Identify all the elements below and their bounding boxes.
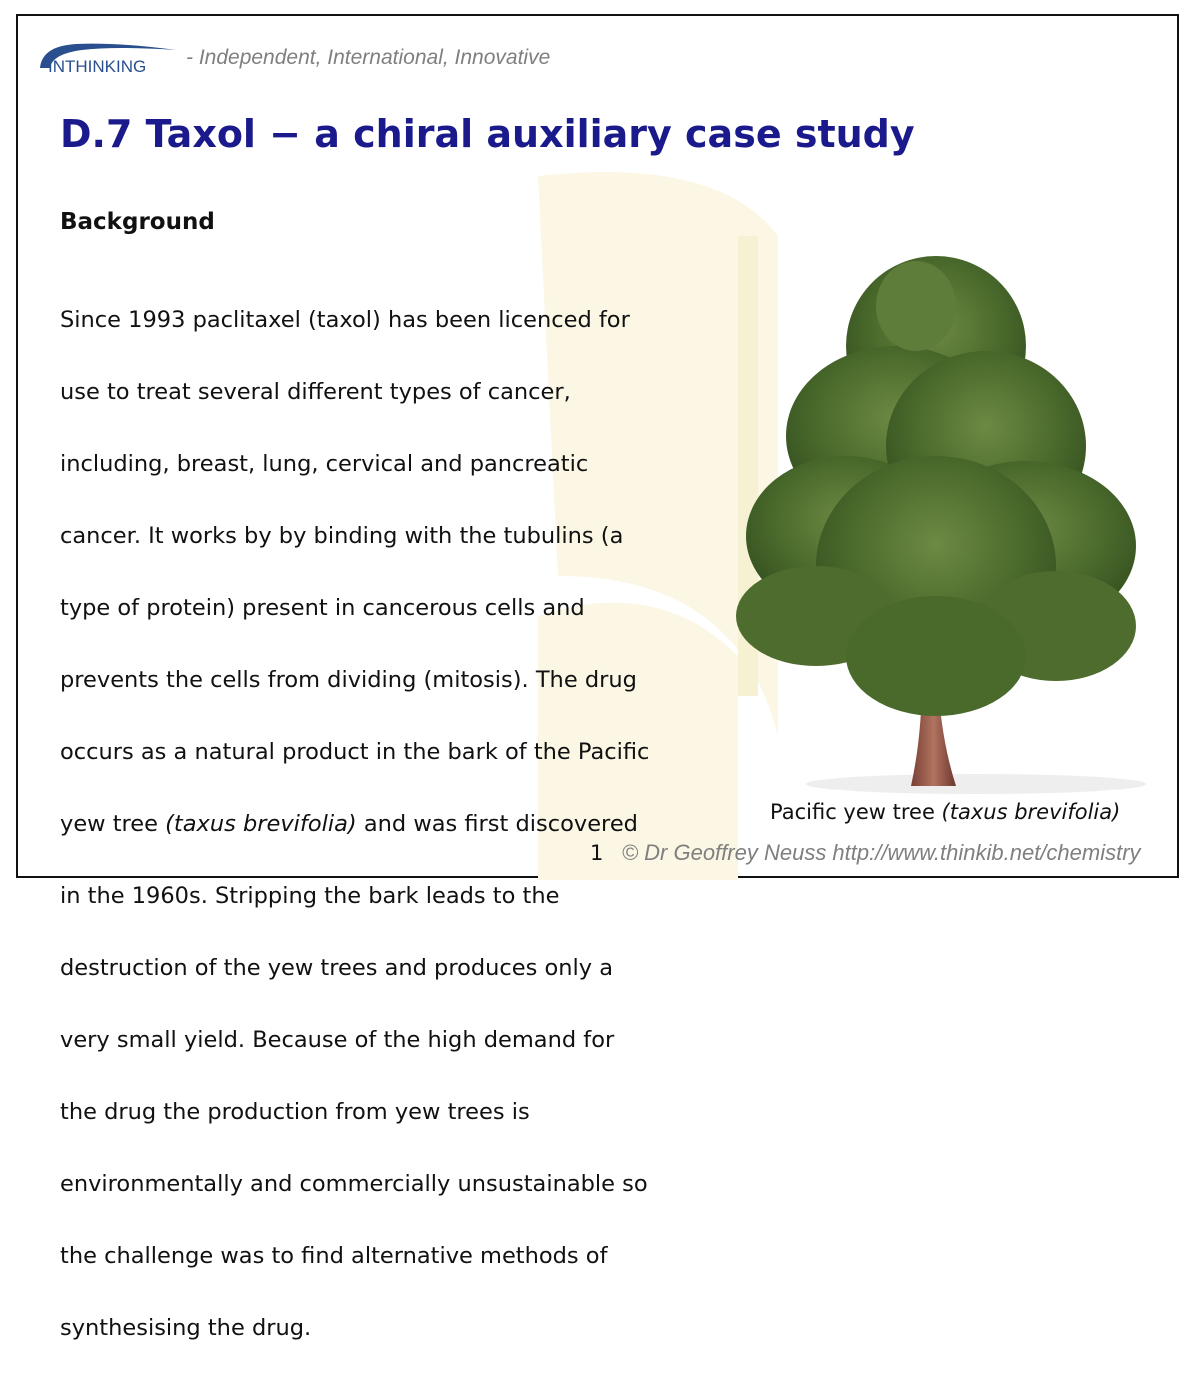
body-line: type of protein) present in cancerous cells and: [60, 595, 585, 621]
logo-text: INTHINKING: [48, 57, 147, 76]
body-line: the challenge was to find alternative methods of: [60, 1243, 608, 1269]
body-line: cancer. It works by by binding with the tubulins (a: [60, 523, 624, 549]
body-line: use to treat several different types of cancer,: [60, 379, 571, 405]
body-line: including, breast, lung, cervical and pancreatic: [60, 451, 589, 477]
caption-species-italic: (taxus brevifolia): [941, 800, 1121, 824]
body-line: occurs as a natural product in the bark of the Pacific: [60, 739, 650, 765]
body-line: synthesising the drug.: [60, 1315, 312, 1341]
copyright-text: © Dr Geoffrey Neuss http://www.thinkib.net/chemistry: [621, 840, 1141, 865]
image-caption: [770, 800, 1120, 824]
body-line: very small yield. Because of the high demand for: [60, 1027, 615, 1053]
body-text-segment: yew tree: [60, 811, 166, 837]
species-name-italic: (taxus brevifolia): [165, 811, 357, 837]
tagline: - Independent, International, Innovative: [186, 46, 551, 69]
body-line: environmentally and commercially unsustainable so: [60, 1171, 648, 1197]
body-line: destruction of the yew trees and produces only a: [60, 955, 614, 981]
page-number: 1: [590, 841, 604, 865]
body-line: the drug the production from yew trees is: [60, 1099, 530, 1125]
slide: [16, 14, 1179, 1341]
footer: [590, 840, 1141, 866]
body-line-mixed: [60, 806, 710, 842]
body-line: prevents the cells from dividing (mitosis). The drug: [60, 667, 637, 693]
body-line: in the 1960s. Stripping the bark leads to the: [60, 883, 560, 909]
body-text: [60, 266, 710, 1382]
page-title: D.7 Taxol − a chiral auxiliary case study: [60, 112, 915, 156]
body-line: Since 1993 paclitaxel (taxol) has been licenced for: [60, 307, 630, 333]
caption-text: Pacific yew tree: [770, 800, 942, 824]
pacific-yew-tree-image: [726, 236, 1146, 796]
section-heading: Background: [60, 209, 215, 235]
body-text-segment: and was first discovered: [356, 811, 638, 837]
inthinking-logo: [36, 38, 186, 78]
